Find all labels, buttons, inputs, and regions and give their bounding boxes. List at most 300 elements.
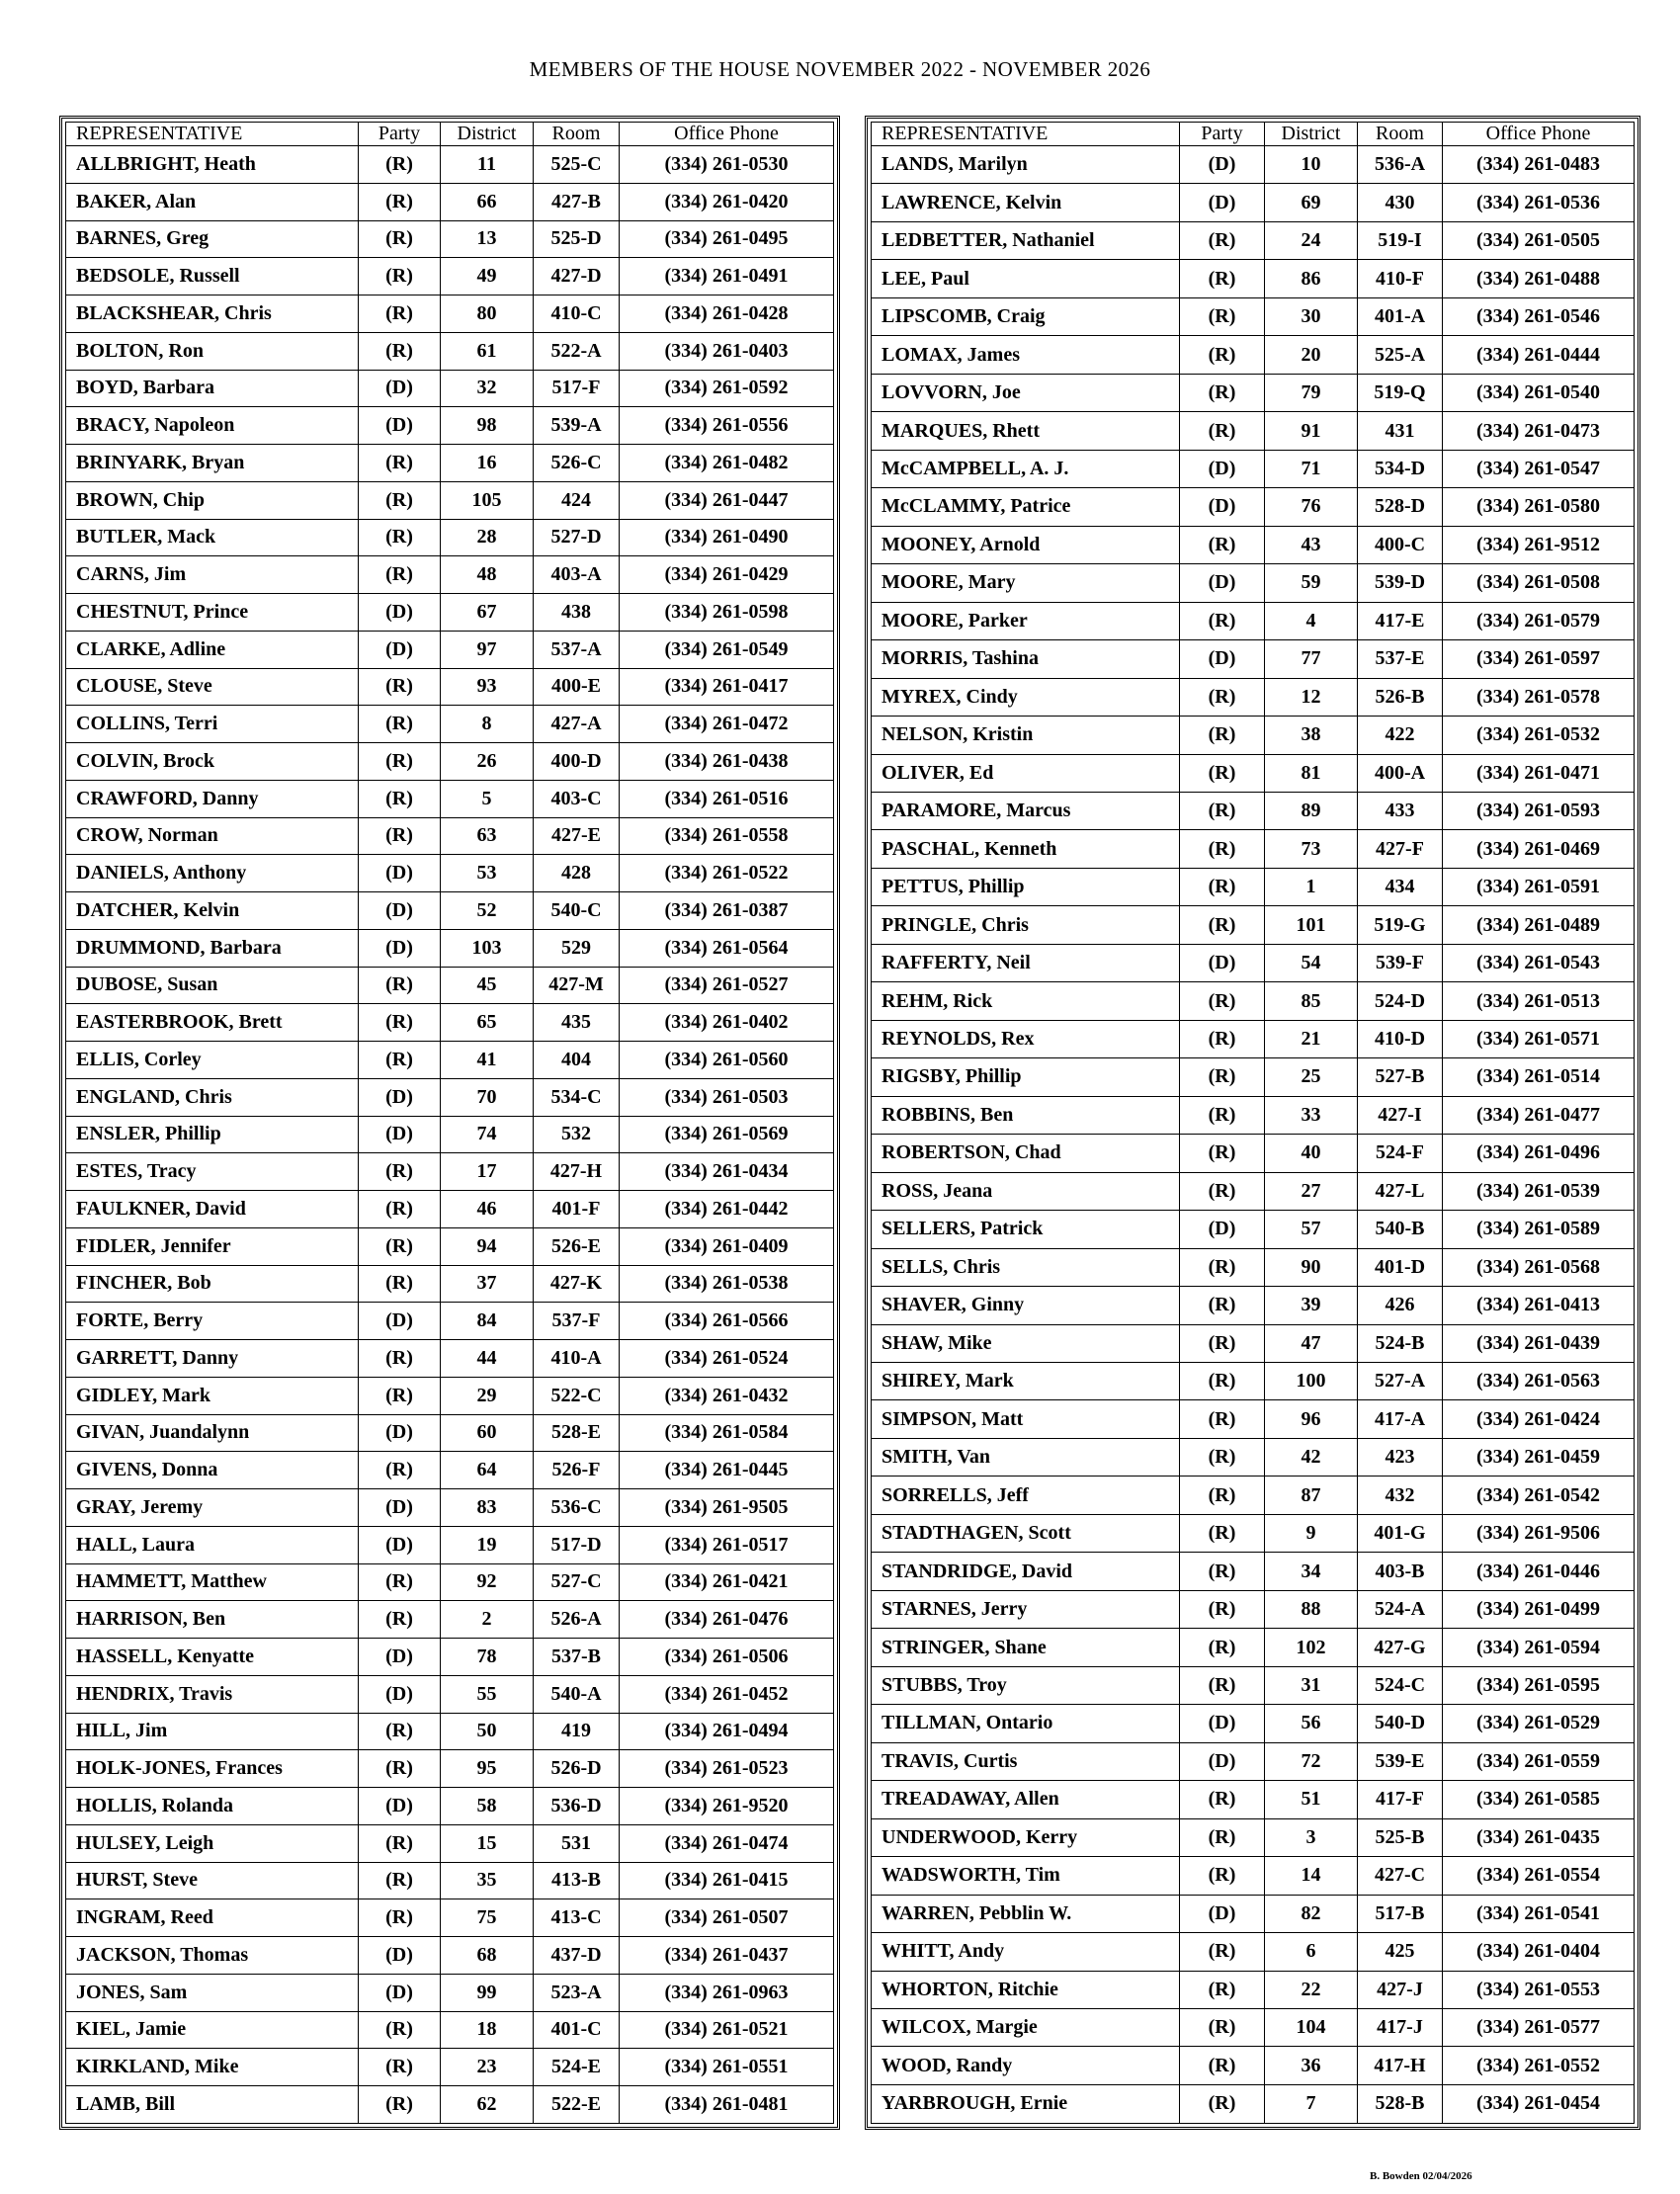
representative-cell: LEE, Paul <box>872 260 1180 297</box>
representative-cell: SHAVER, Ginny <box>872 1287 1180 1324</box>
party-cell: (R) <box>1180 754 1265 792</box>
party-cell: (R) <box>359 1452 441 1489</box>
party-cell: (R) <box>1180 868 1265 905</box>
district-cell: 92 <box>441 1563 534 1601</box>
room-cell: 417-F <box>1358 1781 1443 1818</box>
representative-cell: WADSWORTH, Tim <box>872 1857 1180 1895</box>
district-cell: 73 <box>1265 830 1358 868</box>
representative-cell: LOMAX, James <box>872 336 1180 374</box>
party-cell: (R) <box>359 1862 441 1899</box>
office-phone-cell: (334) 261-0585 <box>1443 1781 1635 1818</box>
table-row <box>872 297 1635 335</box>
party-cell: (R) <box>359 332 441 370</box>
representative-cell: CROW, Norman <box>66 817 359 855</box>
room-cell: 400-C <box>1358 526 1443 563</box>
room-cell: 537-A <box>534 631 620 668</box>
district-cell: 29 <box>441 1377 534 1414</box>
table-row <box>872 488 1635 526</box>
representative-cell: KIEL, Jamie <box>66 2011 359 2049</box>
table-row <box>66 1601 834 1639</box>
table-row <box>872 640 1635 678</box>
district-cell: 60 <box>441 1414 534 1452</box>
office-phone-cell: (334) 261-9520 <box>620 1788 834 1825</box>
table-row <box>66 1414 834 1452</box>
table-row <box>872 1971 1635 2008</box>
office-phone-cell: (334) 261-0452 <box>620 1675 834 1713</box>
representative-cell: SELLERS, Patrick <box>872 1211 1180 1248</box>
district-cell: 3 <box>1265 1818 1358 1856</box>
party-cell: (R) <box>1180 1933 1265 1971</box>
office-phone-cell: (334) 261-0506 <box>620 1639 834 1676</box>
office-phone-cell: (334) 261-0593 <box>1443 792 1635 829</box>
district-cell: 30 <box>1265 297 1358 335</box>
representative-cell: ELLIS, Corley <box>66 1042 359 1079</box>
table-row <box>872 1135 1635 1172</box>
representative-cell: SHAW, Mike <box>872 1324 1180 1362</box>
representative-cell: UNDERWOOD, Kerry <box>872 1818 1180 1856</box>
district-cell: 7 <box>1265 2084 1358 2123</box>
representative-cell: TILLMAN, Ontario <box>872 1705 1180 1742</box>
office-phone-cell: (334) 261-0559 <box>1443 1742 1635 1780</box>
room-cell: 428 <box>534 855 620 892</box>
representative-cell: STARNES, Jerry <box>872 1590 1180 1628</box>
room-cell: 427-A <box>534 706 620 743</box>
party-cell: (D) <box>359 1675 441 1713</box>
room-cell: 427-E <box>534 817 620 855</box>
office-phone-cell: (334) 261-0447 <box>620 481 834 519</box>
office-phone-cell: (334) 261-0553 <box>1443 1971 1635 2008</box>
district-cell: 87 <box>1265 1477 1358 1514</box>
district-cell: 6 <box>1265 1933 1358 1971</box>
party-cell: (R) <box>359 519 441 556</box>
representative-cell: DANIELS, Anthony <box>66 855 359 892</box>
table-row <box>66 220 834 258</box>
table-row <box>66 817 834 855</box>
office-phone-cell: (334) 261-0542 <box>1443 1477 1635 1514</box>
room-cell: 425 <box>1358 1933 1443 1971</box>
party-cell: (D) <box>359 370 441 407</box>
district-cell: 75 <box>441 1899 534 1937</box>
room-cell: 430 <box>1358 184 1443 221</box>
room-cell: 401-D <box>1358 1248 1443 1286</box>
party-cell: (R) <box>1180 2008 1265 2046</box>
district-cell: 21 <box>1265 1020 1358 1057</box>
party-cell: (R) <box>359 1191 441 1228</box>
office-phone-cell: (334) 261-0454 <box>1443 2084 1635 2123</box>
representative-cell: PARAMORE, Marcus <box>872 792 1180 829</box>
header-room: Room <box>534 123 620 146</box>
office-phone-cell: (334) 261-0442 <box>620 1191 834 1228</box>
representative-cell: TRAVIS, Curtis <box>872 1742 1180 1780</box>
table-row <box>66 1713 834 1750</box>
office-phone-cell: (334) 261-0503 <box>620 1078 834 1116</box>
district-cell: 44 <box>441 1340 534 1378</box>
room-cell: 529 <box>534 929 620 967</box>
room-cell: 517-B <box>1358 1895 1443 1932</box>
representative-cell: DATCHER, Kelvin <box>66 892 359 930</box>
representative-cell: REHM, Rick <box>872 982 1180 1020</box>
room-cell: 435 <box>534 1004 620 1042</box>
office-phone-cell: (334) 261-9505 <box>620 1489 834 1527</box>
table-row <box>872 1742 1635 1780</box>
representative-cell: HULSEY, Leigh <box>66 1824 359 1862</box>
district-cell: 77 <box>1265 640 1358 678</box>
party-cell: (R) <box>1180 2047 1265 2084</box>
table-row <box>66 1974 834 2011</box>
office-phone-cell: (334) 261-0563 <box>1443 1363 1635 1400</box>
party-cell: (R) <box>359 1824 441 1862</box>
office-phone-cell: (334) 261-0496 <box>1443 1135 1635 1172</box>
table-row <box>66 1377 834 1414</box>
district-cell: 78 <box>441 1639 534 1676</box>
room-cell: 422 <box>1358 717 1443 754</box>
district-cell: 26 <box>441 743 534 781</box>
district-cell: 43 <box>1265 526 1358 563</box>
office-phone-cell: (334) 261-0524 <box>620 1340 834 1378</box>
office-phone-cell: (334) 261-0546 <box>1443 297 1635 335</box>
representative-cell: FAULKNER, David <box>66 1191 359 1228</box>
room-cell: 527-C <box>534 1563 620 1601</box>
header-district: District <box>1265 123 1358 146</box>
office-phone-cell: (334) 261-0476 <box>620 1601 834 1639</box>
party-cell: (R) <box>359 183 441 220</box>
room-cell: 537-E <box>1358 640 1443 678</box>
office-phone-cell: (334) 261-0564 <box>620 929 834 967</box>
representative-cell: ROBBINS, Ben <box>872 1096 1180 1134</box>
office-phone-cell: (334) 261-0522 <box>620 855 834 892</box>
party-cell: (R) <box>359 1713 441 1750</box>
district-cell: 85 <box>1265 982 1358 1020</box>
room-cell: 540-B <box>1358 1211 1443 1248</box>
table-row <box>872 1895 1635 1932</box>
representative-cell: McCLAMMY, Patrice <box>872 488 1180 526</box>
representative-cell: STUBBS, Troy <box>872 1666 1180 1704</box>
office-phone-cell: (334) 261-0566 <box>620 1303 834 1340</box>
table-row <box>872 1629 1635 1666</box>
office-phone-cell: (334) 261-0530 <box>620 146 834 184</box>
representative-cell: STRINGER, Shane <box>872 1629 1180 1666</box>
representative-cell: CRAWFORD, Danny <box>66 780 359 817</box>
party-cell: (R) <box>359 258 441 295</box>
district-cell: 79 <box>1265 374 1358 411</box>
table-row <box>872 1857 1635 1895</box>
district-cell: 10 <box>1265 146 1358 184</box>
party-cell: (D) <box>359 1078 441 1116</box>
table-row <box>872 1438 1635 1476</box>
table-row <box>872 1666 1635 1704</box>
table-row <box>872 792 1635 829</box>
party-cell: (D) <box>1180 184 1265 221</box>
table-row <box>66 332 834 370</box>
party-cell: (R) <box>1180 1400 1265 1438</box>
table-row <box>872 184 1635 221</box>
office-phone-cell: (334) 261-0527 <box>620 967 834 1004</box>
office-phone-cell: (334) 261-0579 <box>1443 602 1635 639</box>
party-cell: (R) <box>1180 602 1265 639</box>
representative-cell: CHESTNUT, Prince <box>66 594 359 632</box>
party-cell: (R) <box>1180 1971 1265 2008</box>
office-phone-cell: (334) 261-0495 <box>620 220 834 258</box>
party-cell: (D) <box>1180 1895 1265 1932</box>
table-row <box>872 602 1635 639</box>
district-cell: 46 <box>441 1191 534 1228</box>
table-row <box>66 295 834 333</box>
district-cell: 47 <box>1265 1324 1358 1362</box>
representative-cell: MOORE, Parker <box>872 602 1180 639</box>
representative-cell: HALL, Laura <box>66 1526 359 1563</box>
district-cell: 24 <box>1265 221 1358 259</box>
table-row <box>66 855 834 892</box>
table-row <box>66 1526 834 1563</box>
representative-cell: TREADAWAY, Allen <box>872 1781 1180 1818</box>
party-cell: (R) <box>1180 792 1265 829</box>
district-cell: 20 <box>1265 336 1358 374</box>
party-cell: (R) <box>1180 1020 1265 1057</box>
party-cell: (D) <box>1180 640 1265 678</box>
table-row <box>66 668 834 706</box>
room-cell: 519-G <box>1358 906 1443 944</box>
representative-cell: NELSON, Kristin <box>872 717 1180 754</box>
table-row <box>872 221 1635 259</box>
representative-cell: PETTUS, Phillip <box>872 868 1180 905</box>
room-cell: 525-C <box>534 146 620 184</box>
party-cell: (R) <box>1180 336 1265 374</box>
office-phone-cell: (334) 261-0420 <box>620 183 834 220</box>
representative-cell: BUTLER, Mack <box>66 519 359 556</box>
room-cell: 432 <box>1358 1477 1443 1514</box>
room-cell: 517-D <box>534 1526 620 1563</box>
representative-cell: RAFFERTY, Neil <box>872 944 1180 981</box>
room-cell: 532 <box>534 1116 620 1153</box>
table-row <box>872 1818 1635 1856</box>
room-cell: 539-D <box>1358 564 1443 602</box>
office-phone-cell: (334) 261-0409 <box>620 1227 834 1265</box>
room-cell: 427-F <box>1358 830 1443 868</box>
district-cell: 68 <box>441 1937 534 1975</box>
office-phone-cell: (334) 261-0541 <box>1443 1895 1635 1932</box>
room-cell: 524-B <box>1358 1324 1443 1362</box>
table-header-row <box>66 123 834 146</box>
table-row <box>66 594 834 632</box>
office-phone-cell: (334) 261-9512 <box>1443 526 1635 563</box>
district-cell: 54 <box>1265 944 1358 981</box>
representative-cell: HAMMETT, Matthew <box>66 1563 359 1601</box>
district-cell: 27 <box>1265 1172 1358 1210</box>
room-cell: 531 <box>534 1824 620 1862</box>
district-cell: 102 <box>1265 1629 1358 1666</box>
room-cell: 534-D <box>1358 450 1443 487</box>
party-cell: (R) <box>1180 1438 1265 1476</box>
table-row <box>66 967 834 1004</box>
district-cell: 52 <box>441 892 534 930</box>
table-row <box>872 1590 1635 1628</box>
table-row <box>66 1116 834 1153</box>
office-phone-cell: (334) 261-0483 <box>1443 146 1635 184</box>
representative-cell: BARNES, Greg <box>66 220 359 258</box>
room-cell: 413-B <box>534 1862 620 1899</box>
room-cell: 427-K <box>534 1265 620 1303</box>
district-cell: 48 <box>441 556 534 594</box>
representative-cell: BROWN, Chip <box>66 481 359 519</box>
district-cell: 40 <box>1265 1135 1358 1172</box>
district-cell: 12 <box>1265 678 1358 716</box>
district-cell: 71 <box>1265 450 1358 487</box>
party-cell: (R) <box>359 146 441 184</box>
table-row <box>872 2008 1635 2046</box>
room-cell: 434 <box>1358 868 1443 905</box>
district-cell: 50 <box>441 1713 534 1750</box>
party-cell: (D) <box>1180 564 1265 602</box>
table-row <box>872 450 1635 487</box>
office-phone-cell: (334) 261-0597 <box>1443 640 1635 678</box>
representative-cell: GIDLEY, Mark <box>66 1377 359 1414</box>
office-phone-cell: (334) 261-0474 <box>620 1824 834 1862</box>
room-cell: 427-G <box>1358 1629 1443 1666</box>
district-cell: 62 <box>441 2086 534 2124</box>
room-cell: 519-Q <box>1358 374 1443 411</box>
party-cell: (R) <box>359 743 441 781</box>
office-phone-cell: (334) 261-0428 <box>620 295 834 333</box>
representative-cell: GARRETT, Danny <box>66 1340 359 1378</box>
district-cell: 42 <box>1265 1438 1358 1476</box>
party-cell: (D) <box>359 407 441 445</box>
district-cell: 36 <box>1265 2047 1358 2084</box>
district-cell: 45 <box>441 967 534 1004</box>
party-cell: (R) <box>359 220 441 258</box>
party-cell: (R) <box>359 967 441 1004</box>
party-cell: (R) <box>1180 1818 1265 1856</box>
table-row <box>872 1248 1635 1286</box>
representative-cell: DUBOSE, Susan <box>66 967 359 1004</box>
room-cell: 427-D <box>534 258 620 295</box>
party-cell: (R) <box>1180 221 1265 259</box>
table-row <box>66 1042 834 1079</box>
table-row <box>872 754 1635 792</box>
right-roster-table <box>871 122 1635 2124</box>
representative-cell: McCAMPBELL, A. J. <box>872 450 1180 487</box>
party-cell: (D) <box>1180 488 1265 526</box>
district-cell: 67 <box>441 594 534 632</box>
district-cell: 2 <box>441 1601 534 1639</box>
district-cell: 80 <box>441 295 534 333</box>
party-cell: (D) <box>359 1116 441 1153</box>
room-cell: 526-C <box>534 445 620 482</box>
office-phone-cell: (334) 261-0594 <box>1443 1629 1635 1666</box>
representative-cell: ROBERTSON, Chad <box>872 1135 1180 1172</box>
district-cell: 81 <box>1265 754 1358 792</box>
representative-cell: HILL, Jim <box>66 1713 359 1750</box>
table-row <box>872 146 1635 184</box>
table-row <box>66 556 834 594</box>
representative-cell: BRINYARK, Bryan <box>66 445 359 482</box>
party-cell: (R) <box>1180 830 1265 868</box>
representative-cell: HURST, Steve <box>66 1862 359 1899</box>
district-cell: 66 <box>441 183 534 220</box>
representative-cell: MOONEY, Arnold <box>872 526 1180 563</box>
party-cell: (R) <box>1180 1324 1265 1362</box>
room-cell: 400-D <box>534 743 620 781</box>
representative-cell: SIMPSON, Matt <box>872 1400 1180 1438</box>
district-cell: 18 <box>441 2011 534 2049</box>
header-party: Party <box>359 123 441 146</box>
district-cell: 65 <box>441 1004 534 1042</box>
office-phone-cell: (334) 261-0490 <box>620 519 834 556</box>
representative-cell: SORRELLS, Jeff <box>872 1477 1180 1514</box>
party-cell: (R) <box>359 445 441 482</box>
room-cell: 417-H <box>1358 2047 1443 2084</box>
party-cell: (R) <box>359 2011 441 2049</box>
right-roster-frame <box>865 116 1640 2130</box>
party-cell: (R) <box>1180 412 1265 450</box>
party-cell: (R) <box>1180 1553 1265 1590</box>
representative-cell: ROSS, Jeana <box>872 1172 1180 1210</box>
district-cell: 51 <box>1265 1781 1358 1818</box>
district-cell: 72 <box>1265 1742 1358 1780</box>
district-cell: 99 <box>441 1974 534 2011</box>
room-cell: 417-J <box>1358 2008 1443 2046</box>
room-cell: 410-A <box>534 1340 620 1378</box>
table-row <box>66 706 834 743</box>
table-row <box>872 1324 1635 1362</box>
room-cell: 525-A <box>1358 336 1443 374</box>
header-district: District <box>441 123 534 146</box>
district-cell: 105 <box>441 481 534 519</box>
table-row <box>872 2047 1635 2084</box>
room-cell: 540-C <box>534 892 620 930</box>
representative-cell: STANDRIDGE, David <box>872 1553 1180 1590</box>
party-cell: (D) <box>359 1526 441 1563</box>
table-row <box>66 1153 834 1191</box>
office-phone-cell: (334) 261-0438 <box>620 743 834 781</box>
representative-cell: HENDRIX, Travis <box>66 1675 359 1713</box>
room-cell: 427-M <box>534 967 620 1004</box>
table-row <box>66 892 834 930</box>
party-cell: (R) <box>359 1265 441 1303</box>
district-cell: 104 <box>1265 2008 1358 2046</box>
table-row <box>66 1788 834 1825</box>
representative-cell: HASSELL, Kenyatte <box>66 1639 359 1676</box>
office-phone-cell: (334) 261-0488 <box>1443 260 1635 297</box>
party-cell: (R) <box>1180 906 1265 944</box>
table-row <box>872 1781 1635 1818</box>
party-cell: (R) <box>1180 1666 1265 1704</box>
table-row <box>66 445 834 482</box>
table-row <box>66 780 834 817</box>
party-cell: (R) <box>359 817 441 855</box>
room-cell: 401-A <box>1358 297 1443 335</box>
district-cell: 94 <box>441 1227 534 1265</box>
party-cell: (R) <box>1180 1172 1265 1210</box>
district-cell: 64 <box>441 1452 534 1489</box>
district-cell: 1 <box>1265 868 1358 905</box>
representative-cell: WARREN, Pebblin W. <box>872 1895 1180 1932</box>
room-cell: 526-B <box>1358 678 1443 716</box>
footer-note: B. Bowden 02/04/2026 <box>1370 2170 1472 2182</box>
office-phone-cell: (334) 261-0444 <box>1443 336 1635 374</box>
district-cell: 16 <box>441 445 534 482</box>
left-roster-frame <box>59 116 840 2130</box>
office-phone-cell: (334) 261-0403 <box>620 332 834 370</box>
table-row <box>66 258 834 295</box>
party-cell: (R) <box>1180 297 1265 335</box>
room-cell: 424 <box>534 481 620 519</box>
table-row <box>66 370 834 407</box>
representative-cell: BLACKSHEAR, Chris <box>66 295 359 333</box>
representative-cell: PRINGLE, Chris <box>872 906 1180 944</box>
table-row <box>872 1058 1635 1096</box>
room-cell: 522-C <box>534 1377 620 1414</box>
district-cell: 19 <box>441 1526 534 1563</box>
